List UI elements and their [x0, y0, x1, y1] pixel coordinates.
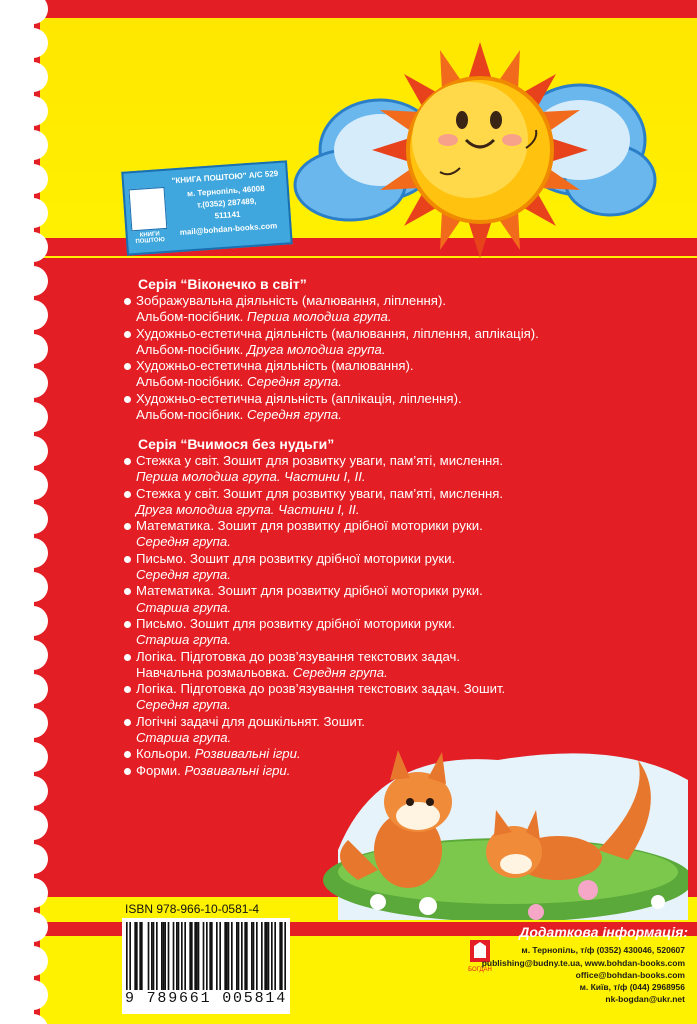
- bullet-icon: [124, 588, 131, 595]
- barcode-bar: [134, 922, 136, 994]
- book-title: Математика. Зошит для розвитку дрібної моторики руки.: [136, 518, 483, 534]
- book-item: [124, 358, 539, 391]
- info-line: м. Київ, т/ф (044) 2968956: [579, 982, 685, 992]
- bullet-icon: [124, 654, 131, 661]
- barcode-bar: [181, 922, 183, 994]
- barcode-bar: [238, 922, 240, 994]
- binding-hole: [18, 62, 48, 92]
- stamp-line: т.(0352) 287489,: [196, 196, 257, 210]
- book-title: Форми.: [136, 762, 185, 778]
- bullet-icon: [124, 363, 131, 370]
- binding-hole: [18, 878, 48, 908]
- book-subtitle: Навчальна розмальовка.: [136, 664, 293, 680]
- barcode-bar: [129, 922, 131, 994]
- book-subtitle: Альбом-посібник.: [136, 309, 248, 325]
- info-line[interactable]: publishing@budny.te.ua, www.bohdan-books.com: [481, 958, 685, 968]
- barcode-bar: [246, 922, 248, 994]
- barcode-bar: [228, 922, 230, 994]
- barcode-bar: [126, 922, 128, 994]
- book-subtitle: Альбом-посібник.: [136, 341, 248, 357]
- binding-hole: [18, 470, 48, 500]
- barcode-bar: [203, 922, 205, 994]
- binding-hole: [18, 96, 48, 126]
- barcode-bar: [196, 922, 198, 994]
- barcode-bar: [141, 922, 143, 994]
- binding-hole: [18, 436, 48, 466]
- barcode-bar: [224, 922, 226, 994]
- binding-hole: [18, 844, 48, 874]
- book-group: Перша молодша група. Частини І, ІІ.: [136, 469, 366, 485]
- binding-hole: [18, 538, 48, 568]
- book-group: Перша молодша група.: [247, 309, 392, 325]
- barcode-bar: [256, 922, 258, 994]
- barcode-bar: [251, 922, 253, 994]
- binding-hole: [18, 980, 48, 1010]
- barcode-bar: [161, 922, 163, 994]
- binding-hole: [18, 810, 48, 840]
- book-title: Стежка у світ. Зошит для розвитку уваги, пам’яті, мислення.: [136, 453, 504, 468]
- series-title: Серія “Вчимося без нудьги”: [138, 436, 335, 452]
- barcode-bar: [261, 922, 263, 994]
- book-item: [124, 649, 505, 682]
- series-book-list: [124, 453, 505, 779]
- stamp-line: 511141: [214, 209, 241, 221]
- binding-hole: [18, 742, 48, 772]
- book-group: Старша група.: [136, 632, 232, 648]
- book-icon: [129, 187, 168, 231]
- bullet-icon: [124, 686, 131, 693]
- barcode-bar: [253, 922, 255, 994]
- barcode-bar: [271, 922, 273, 994]
- book-title: Письмо. Зошит для розвитку дрібної моторики руки.: [136, 550, 456, 566]
- book-item: [124, 453, 505, 486]
- barcode-bar: [184, 922, 186, 994]
- barcode-bar: [136, 922, 138, 994]
- book-title: Художньо-естетична діяльність (малювання, ліплення, аплікація).: [136, 325, 539, 341]
- binding-hole: [18, 776, 48, 806]
- barcode-bar: [176, 922, 178, 994]
- info-line[interactable]: office@bohdan-books.com: [575, 970, 685, 980]
- binding-hole: [18, 674, 48, 704]
- book-item: [124, 616, 505, 649]
- book-title: Логічні задачі для дошкільнят. Зошит.: [136, 713, 365, 729]
- bullet-icon: [124, 331, 131, 338]
- barcode-bar: [198, 922, 200, 994]
- barcode-bar: [244, 922, 246, 994]
- book-title: Художньо-естетична діяльність (малювання).: [136, 358, 414, 374]
- barcode-bar: [264, 922, 266, 994]
- binding-hole: [18, 912, 48, 942]
- book-item: [124, 391, 539, 424]
- book-item: [124, 486, 505, 519]
- book-item: [124, 518, 505, 551]
- book-group: Старша група.: [136, 730, 232, 746]
- info-line: м. Тернопіль, т/ф (0352) 430046, 520607: [521, 945, 685, 955]
- binding-hole: [18, 572, 48, 602]
- bullet-icon: [124, 396, 131, 403]
- barcode-bar: [153, 922, 155, 994]
- binding-hole: [18, 334, 48, 364]
- info-line[interactable]: nk-bogdan@ukr.net: [605, 994, 685, 1004]
- mail-order-stamp: [121, 160, 292, 255]
- barcode-bar: [164, 922, 166, 994]
- book-title: Логіка. Підготовка до розв’язування текстових задач. Зошит.: [136, 681, 506, 697]
- series-book-list: [124, 293, 539, 423]
- barcode-bar: [151, 922, 153, 994]
- barcode-bar: [163, 922, 165, 994]
- book-group: Середня група.: [136, 534, 231, 550]
- barcode-bar: [191, 922, 193, 994]
- barcode-bar: [206, 922, 208, 994]
- bullet-icon: [124, 491, 131, 498]
- sun-face-icon: [408, 78, 552, 222]
- spiral-binding-edge: [0, 0, 34, 1024]
- barcode-bar: [209, 922, 211, 994]
- binding-hole: [18, 606, 48, 636]
- barcode-bar: [284, 922, 286, 994]
- barcode-bar: [274, 922, 276, 994]
- barcode-bar: [139, 922, 141, 994]
- barcode-bar: [216, 922, 218, 994]
- bullet-icon: [124, 523, 131, 530]
- book-title: Кольори.: [136, 746, 195, 762]
- series-title: Серія “Віконечко в світ”: [138, 276, 307, 292]
- binding-hole: [18, 708, 48, 738]
- book-group: Середня група.: [136, 697, 231, 713]
- book-title: Математика. Зошит для розвитку дрібної моторики руки.: [136, 583, 483, 599]
- book-title: Логіка. Підготовка до розв’язування текстових задач.: [136, 648, 461, 664]
- barcode-bar: [156, 922, 158, 994]
- binding-hole: [18, 946, 48, 976]
- binding-hole: [18, 640, 48, 670]
- barcode-bar: [168, 922, 170, 994]
- binding-hole: [18, 266, 48, 296]
- book-group: Старша група.: [136, 599, 232, 615]
- barcode-bar: [226, 922, 228, 994]
- stamp-line: "КНИГА ПОШТОЮ" А/С 529: [171, 168, 279, 186]
- barcode-bar: [189, 922, 191, 994]
- book-item: [124, 326, 539, 359]
- binding-hole: [18, 232, 48, 262]
- binding-hole: [18, 164, 48, 194]
- bullet-icon: [124, 719, 131, 726]
- book-item: [124, 681, 505, 714]
- bullet-icon: [124, 768, 131, 775]
- barcode-bar: [268, 922, 270, 994]
- additional-info-title: Додаткова інформація:: [519, 924, 688, 940]
- binding-hole: [18, 402, 48, 432]
- book-item: [124, 583, 505, 616]
- book-title: Письмо. Зошит для розвитку дрібної моторики руки.: [136, 615, 456, 631]
- barcode-bar: [236, 922, 238, 994]
- book-group: Середня група.: [247, 407, 342, 423]
- barcode-digits: 9 789661 005814: [122, 990, 290, 1007]
- bullet-icon: [124, 621, 131, 628]
- binding-hole: [18, 130, 48, 160]
- barcode-bar: [279, 922, 281, 994]
- publisher-logo-icon: [468, 938, 492, 974]
- binding-hole: [18, 300, 48, 330]
- book-title: Зображувальна діяльність (малювання, ліплення).: [136, 293, 446, 308]
- binding-hole: [18, 28, 48, 58]
- isbn-label: ISBN 978-966-10-0581-4: [125, 902, 260, 916]
- stamp-line: м. Тернопіль, 46008: [186, 183, 265, 199]
- book-group: Середня група.: [247, 374, 342, 390]
- book-group: Друга молодша група. Частини І, ІІ.: [136, 501, 360, 517]
- binding-hole: [18, 198, 48, 228]
- book-group: Друга молодша група.: [247, 341, 386, 357]
- stamp-caption: КНИГИ ПОШТОЮ: [135, 231, 166, 246]
- barcode-bar: [231, 922, 233, 994]
- barcode-bar: [266, 922, 268, 994]
- bullet-icon: [124, 298, 131, 305]
- publisher-logo-label: БОГДАН: [468, 967, 492, 973]
- book-subtitle: Альбом-посібник.: [136, 407, 248, 423]
- book-group: Розвивальні ігри.: [194, 746, 301, 762]
- barcode-bar: [211, 922, 213, 994]
- barcode-bar: [241, 922, 243, 994]
- book-subtitle: Альбом-посібник.: [136, 374, 248, 390]
- binding-hole: [18, 504, 48, 534]
- book-title: Художньо-естетична діяльність (аплікація, ліплення).: [136, 390, 462, 406]
- book-title: Стежка у світ. Зошит для розвитку уваги, пам’яті, мислення.: [136, 485, 504, 501]
- barcode-bar: [194, 922, 196, 994]
- bullet-icon: [124, 556, 131, 563]
- top-red-stripe: [40, 0, 697, 18]
- bullet-icon: [124, 751, 131, 758]
- barcode-bar: [178, 922, 180, 994]
- barcode-bar: [219, 922, 221, 994]
- book-group: Середня група.: [136, 567, 231, 583]
- book-item: [124, 551, 505, 584]
- bullet-icon: [124, 458, 131, 465]
- sun-cloud-illustration: [290, 40, 660, 260]
- book-group: Розвивальні ігри.: [184, 762, 291, 778]
- barcode-bar: [148, 922, 150, 994]
- binding-hole: [18, 368, 48, 398]
- barcode-bar: [281, 922, 283, 994]
- book-item: [124, 293, 539, 326]
- barcode-bar: [173, 922, 175, 994]
- foxes-illustration: [318, 740, 688, 920]
- stamp-email: mail@bohdan-books.com: [179, 221, 278, 237]
- book-group: Середня група.: [292, 664, 388, 680]
